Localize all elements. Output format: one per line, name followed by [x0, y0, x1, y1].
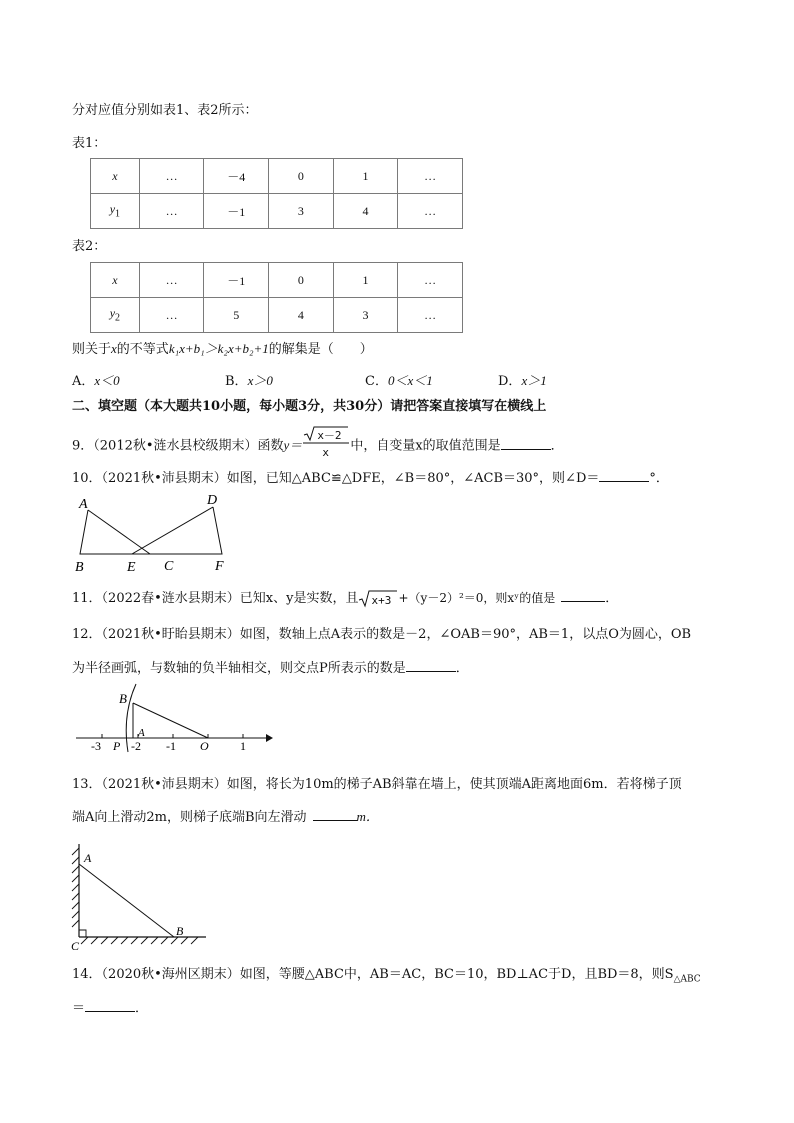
label-f: F: [215, 559, 224, 572]
label-d: D: [207, 493, 218, 508]
var-sub: 2: [115, 312, 121, 324]
table-cell: …: [398, 298, 463, 333]
label-c: C: [71, 939, 80, 952]
q9-numerator: x－2: [317, 429, 342, 442]
tick-label-p: P: [113, 739, 121, 753]
q11-radicand: x+3: [371, 593, 392, 607]
q9-suffix: 中，自变量x的取值范围是: [350, 438, 501, 454]
q8-stem-a: 则关于: [72, 342, 112, 357]
q8-inequality: k₁x+b₁＞k₂x+b₂+1: [168, 341, 269, 356]
q8-stem-b: 的不等式: [116, 342, 169, 357]
q11-end: ．: [605, 591, 619, 606]
option-text: x＜0: [94, 373, 120, 388]
option-text: x＞1: [521, 373, 547, 388]
table-cell: 3: [269, 194, 334, 229]
table1-label: 表1：: [72, 136, 107, 151]
option-a[interactable]: [72, 372, 120, 391]
answer-blank[interactable]: [85, 999, 135, 1012]
table-row: [91, 298, 463, 333]
q8-var-x: x: [111, 341, 117, 356]
table2-label: 表2：: [72, 239, 107, 254]
tick-label-o: O: [200, 739, 209, 753]
tick-label: 1: [240, 739, 246, 753]
table-cell: [91, 298, 140, 333]
table-cell: －1: [204, 263, 269, 298]
table-cell: …: [139, 159, 204, 194]
triangle-abc: [80, 510, 150, 554]
var-y: y: [109, 202, 116, 217]
q13-line1: 13．（2021秋•沛县期末）如图，将长为10m的梯子AB斜靠在墙上，使其顶端A距离地面6m．若将梯子顶: [72, 777, 682, 792]
table-cell: x: [91, 263, 140, 298]
table-cell: x: [91, 159, 140, 194]
q8-stem: [72, 340, 373, 359]
option-label: D．: [498, 374, 522, 389]
table-cell: 1: [333, 263, 398, 298]
ground-hatch: [81, 937, 198, 944]
q10-figure: [72, 490, 242, 572]
table-cell: …: [139, 263, 204, 298]
q10-text-b: °．: [649, 471, 669, 486]
q14-text: 14．（2020秋•海州区期末）如图，等腰△ABC中，AB＝AC，BC＝10，BD⊥AC于D，且BD＝8，则S: [72, 967, 674, 982]
label-a: A: [79, 497, 88, 512]
q13-line2-text: 端A向上滑动2m，则梯子底端B向左滑动: [72, 810, 307, 825]
table-cell: 0: [269, 159, 334, 194]
q14-equals: ＝: [72, 1001, 86, 1016]
q14-line2: [72, 999, 148, 1018]
q8-stem-c: 的解集是（ ）: [268, 342, 373, 357]
q9-fraction: [302, 426, 350, 458]
label-e: E: [127, 560, 136, 572]
q9-func-y: y＝: [283, 437, 303, 453]
table-cell: …: [139, 194, 204, 229]
q12-line2-text: 为半径画弧，与数轴的负半轴相交，则交点P所表示的数是: [72, 661, 406, 676]
table-cell: …: [398, 263, 463, 298]
table-row: [91, 263, 463, 298]
table-cell: 1: [333, 159, 398, 194]
label-c: C: [164, 559, 174, 572]
var-sub: 1: [115, 208, 121, 220]
option-text: x＞0: [247, 373, 273, 388]
q9: [72, 430, 564, 462]
table-cell: [91, 194, 140, 229]
var-y: y: [109, 306, 116, 321]
table-cell: …: [398, 159, 463, 194]
answer-blank[interactable]: [406, 659, 456, 672]
wall-hatch: [72, 848, 79, 927]
table-row: [91, 159, 463, 194]
label-b: B: [176, 924, 184, 938]
q9-denominator: x: [322, 446, 329, 459]
option-b[interactable]: [225, 372, 273, 391]
tick-label: -1: [166, 739, 176, 753]
option-label: C．: [365, 374, 388, 389]
option-label: B．: [225, 374, 248, 389]
q10: [72, 469, 669, 488]
table-cell: …: [139, 298, 204, 333]
q11: [72, 589, 618, 608]
q13-unit: m．: [356, 809, 379, 824]
table-cell: 4: [269, 298, 334, 333]
table-cell: 4: [333, 194, 398, 229]
option-d[interactable]: [498, 372, 547, 391]
label-a: A: [138, 727, 145, 739]
answer-blank[interactable]: [313, 808, 357, 821]
option-label: A．: [72, 374, 95, 389]
q12-end: ．: [455, 661, 469, 676]
q11-radical: [358, 590, 398, 608]
table-cell: …: [398, 194, 463, 229]
q11-middle: +（y－2）²＝0，则xʸ的值是: [398, 591, 556, 605]
table-cell: －4: [204, 159, 269, 194]
table-cell: －1: [204, 194, 269, 229]
q14-sub: △ABC: [673, 974, 701, 985]
q14-end: ．: [135, 1001, 149, 1016]
answer-blank[interactable]: [599, 469, 649, 482]
q12-line1: 12．（2021秋•盱眙县期末）如图，数轴上点A表示的数是－2，∠OAB＝90°，AB＝1，以点O为圆心，OB: [72, 627, 692, 642]
table-2: [90, 262, 463, 333]
triangle-dfe: [132, 507, 222, 554]
q9-end: ．: [550, 438, 564, 454]
q11-text-a: 11．（2022春•涟水县期末）已知x、y是实数，且: [72, 591, 359, 606]
tick-label: -3: [91, 739, 101, 753]
intro-line: 分对应值分别如表1、表2所示：: [72, 103, 258, 118]
table-cell: 0: [269, 263, 334, 298]
q10-text-a: 10．（2021秋•沛县期末）如图，已知△ABC≌△DFE，∠B＝80°，∠ACB＝30°，则∠D＝: [72, 471, 600, 486]
answer-blank[interactable]: [561, 589, 605, 602]
right-angle-mark: [79, 930, 86, 937]
option-text: 0＜x＜1: [387, 373, 433, 388]
q14-line1: [72, 966, 701, 989]
label-b: B: [75, 560, 84, 572]
section-heading: 二、填空题（本大题共10小题，每小题3分，共30分）请把答案直接填写在横线上: [72, 399, 547, 414]
tick-label: -2: [131, 739, 141, 753]
table-cell: 5: [204, 298, 269, 333]
q12-line2: [72, 659, 469, 678]
table-1: [90, 158, 463, 229]
ladder-ab: [79, 864, 174, 937]
q12-figure: [72, 680, 277, 755]
option-c[interactable]: [365, 372, 433, 391]
label-b: B: [119, 691, 127, 706]
label-a: A: [84, 851, 92, 865]
table-cell: 3: [333, 298, 398, 333]
q13-line2: [72, 808, 379, 827]
q9-prefix: 9．（2012秋•涟水县校级期末）函数: [72, 438, 284, 454]
table-row: [91, 194, 463, 229]
answer-blank[interactable]: [501, 437, 551, 450]
q13-figure: [68, 840, 208, 952]
